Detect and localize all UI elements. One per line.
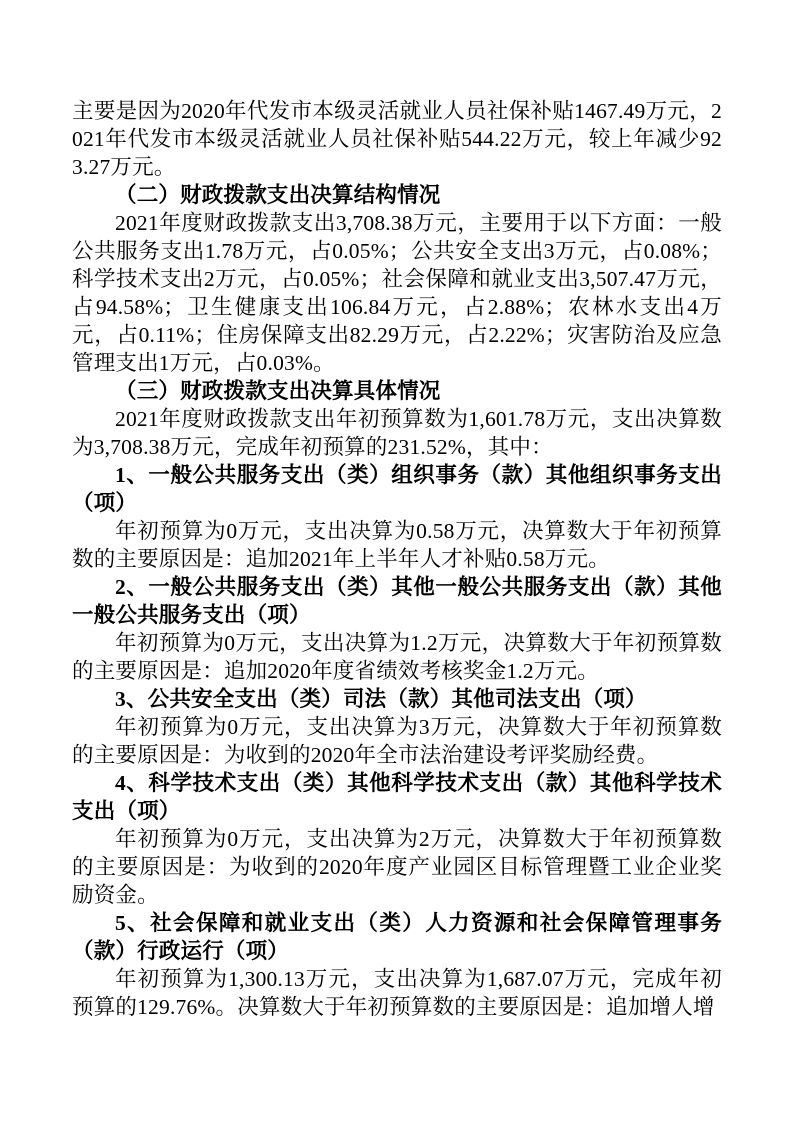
heading-item-4-science-technology: 4、科学技术支出（类）其他科学技术支出（款）其他科学技术支出（项） xyxy=(72,771,722,823)
para-item-2-detail: 年初预算为0万元，支出决算为1.2万元，决算数大于年初预算数的主要原因是：追加2020年度省绩效考核奖金1.2万元。 xyxy=(72,631,722,683)
heading-item-2-other-general-public-service: 2、一般公共服务支出（类）其他一般公共服务支出（款）其他一般公共服务支出（项） xyxy=(72,575,722,627)
para-item-4-detail: 年初预算为0万元，支出决算为2万元，决算数大于年初预算数的主要原因是：为收到的2020年度产业园区目标管理暨工业企业奖励资金。 xyxy=(72,827,722,907)
para-social-security-subsidy-continuation: 主要是因为2020年代发市本级灵活就业人员社保补贴1467.49万元，2021年代发市本级灵活就业人员社保补贴544.22万元，较上年减少923.27万元。 xyxy=(72,99,722,179)
heading-section-2-expenditure-structure: （二）财政拨款支出决算结构情况 xyxy=(115,183,441,207)
heading-item-1-general-public-service-org-affairs: 1、一般公共服务支出（类）组织事务（款）其他组织事务支出（项） xyxy=(72,463,722,515)
para-item-1-detail: 年初预算为0万元，支出决算为0.58万元，决算数大于年初预算数的主要原因是：追加2021年上半年人才补贴0.58万元。 xyxy=(72,519,722,571)
para-item-3-detail: 年初预算为0万元，支出决算为3万元，决算数大于年初预算数的主要原因是：为收到的2020年全市法治建设考评奖励经费。 xyxy=(72,715,722,767)
heading-item-3-public-safety-judicial: 3、公共安全支出（类）司法（款）其他司法支出（项） xyxy=(115,687,647,711)
para-item-5-detail-truncated: 年初预算为1,300.13万元，支出决算为1,687.07万元，完成年初预算的129.76%。决算数大于年初预算数的主要原因是：追加增人增 xyxy=(72,967,722,1019)
para-expenditure-structure-detail: 2021年度财政拨款支出3,708.38万元，主要用于以下方面：一般公共服务支出1.78万元，占0.05%；公共安全支出3万元，占0.08%；科学技术支出2万元，占0.05%；社会保障和就业支出3,507.47万元，占94.58%；卫生健康支出106.84万元，占2.88%；农林水支出4万元，占0.11%；住房保障支出82.29万元，占2.22%；灾害防治及应急管理支出1万元，占0.03%。 xyxy=(72,211,722,375)
heading-section-3-expenditure-specifics: （三）财政拨款支出决算具体情况 xyxy=(115,379,441,403)
para-budget-vs-final-overview: 2021年度财政拨款支出年初预算数为1,601.78万元，支出决算数为3,708.38万元，完成年初预算的231.52%，其中： xyxy=(72,407,722,459)
heading-item-5-social-security-employment: 5、社会保障和就业支出（类）人力资源和社会保障管理事务（款）行政运行（项） xyxy=(72,911,722,963)
